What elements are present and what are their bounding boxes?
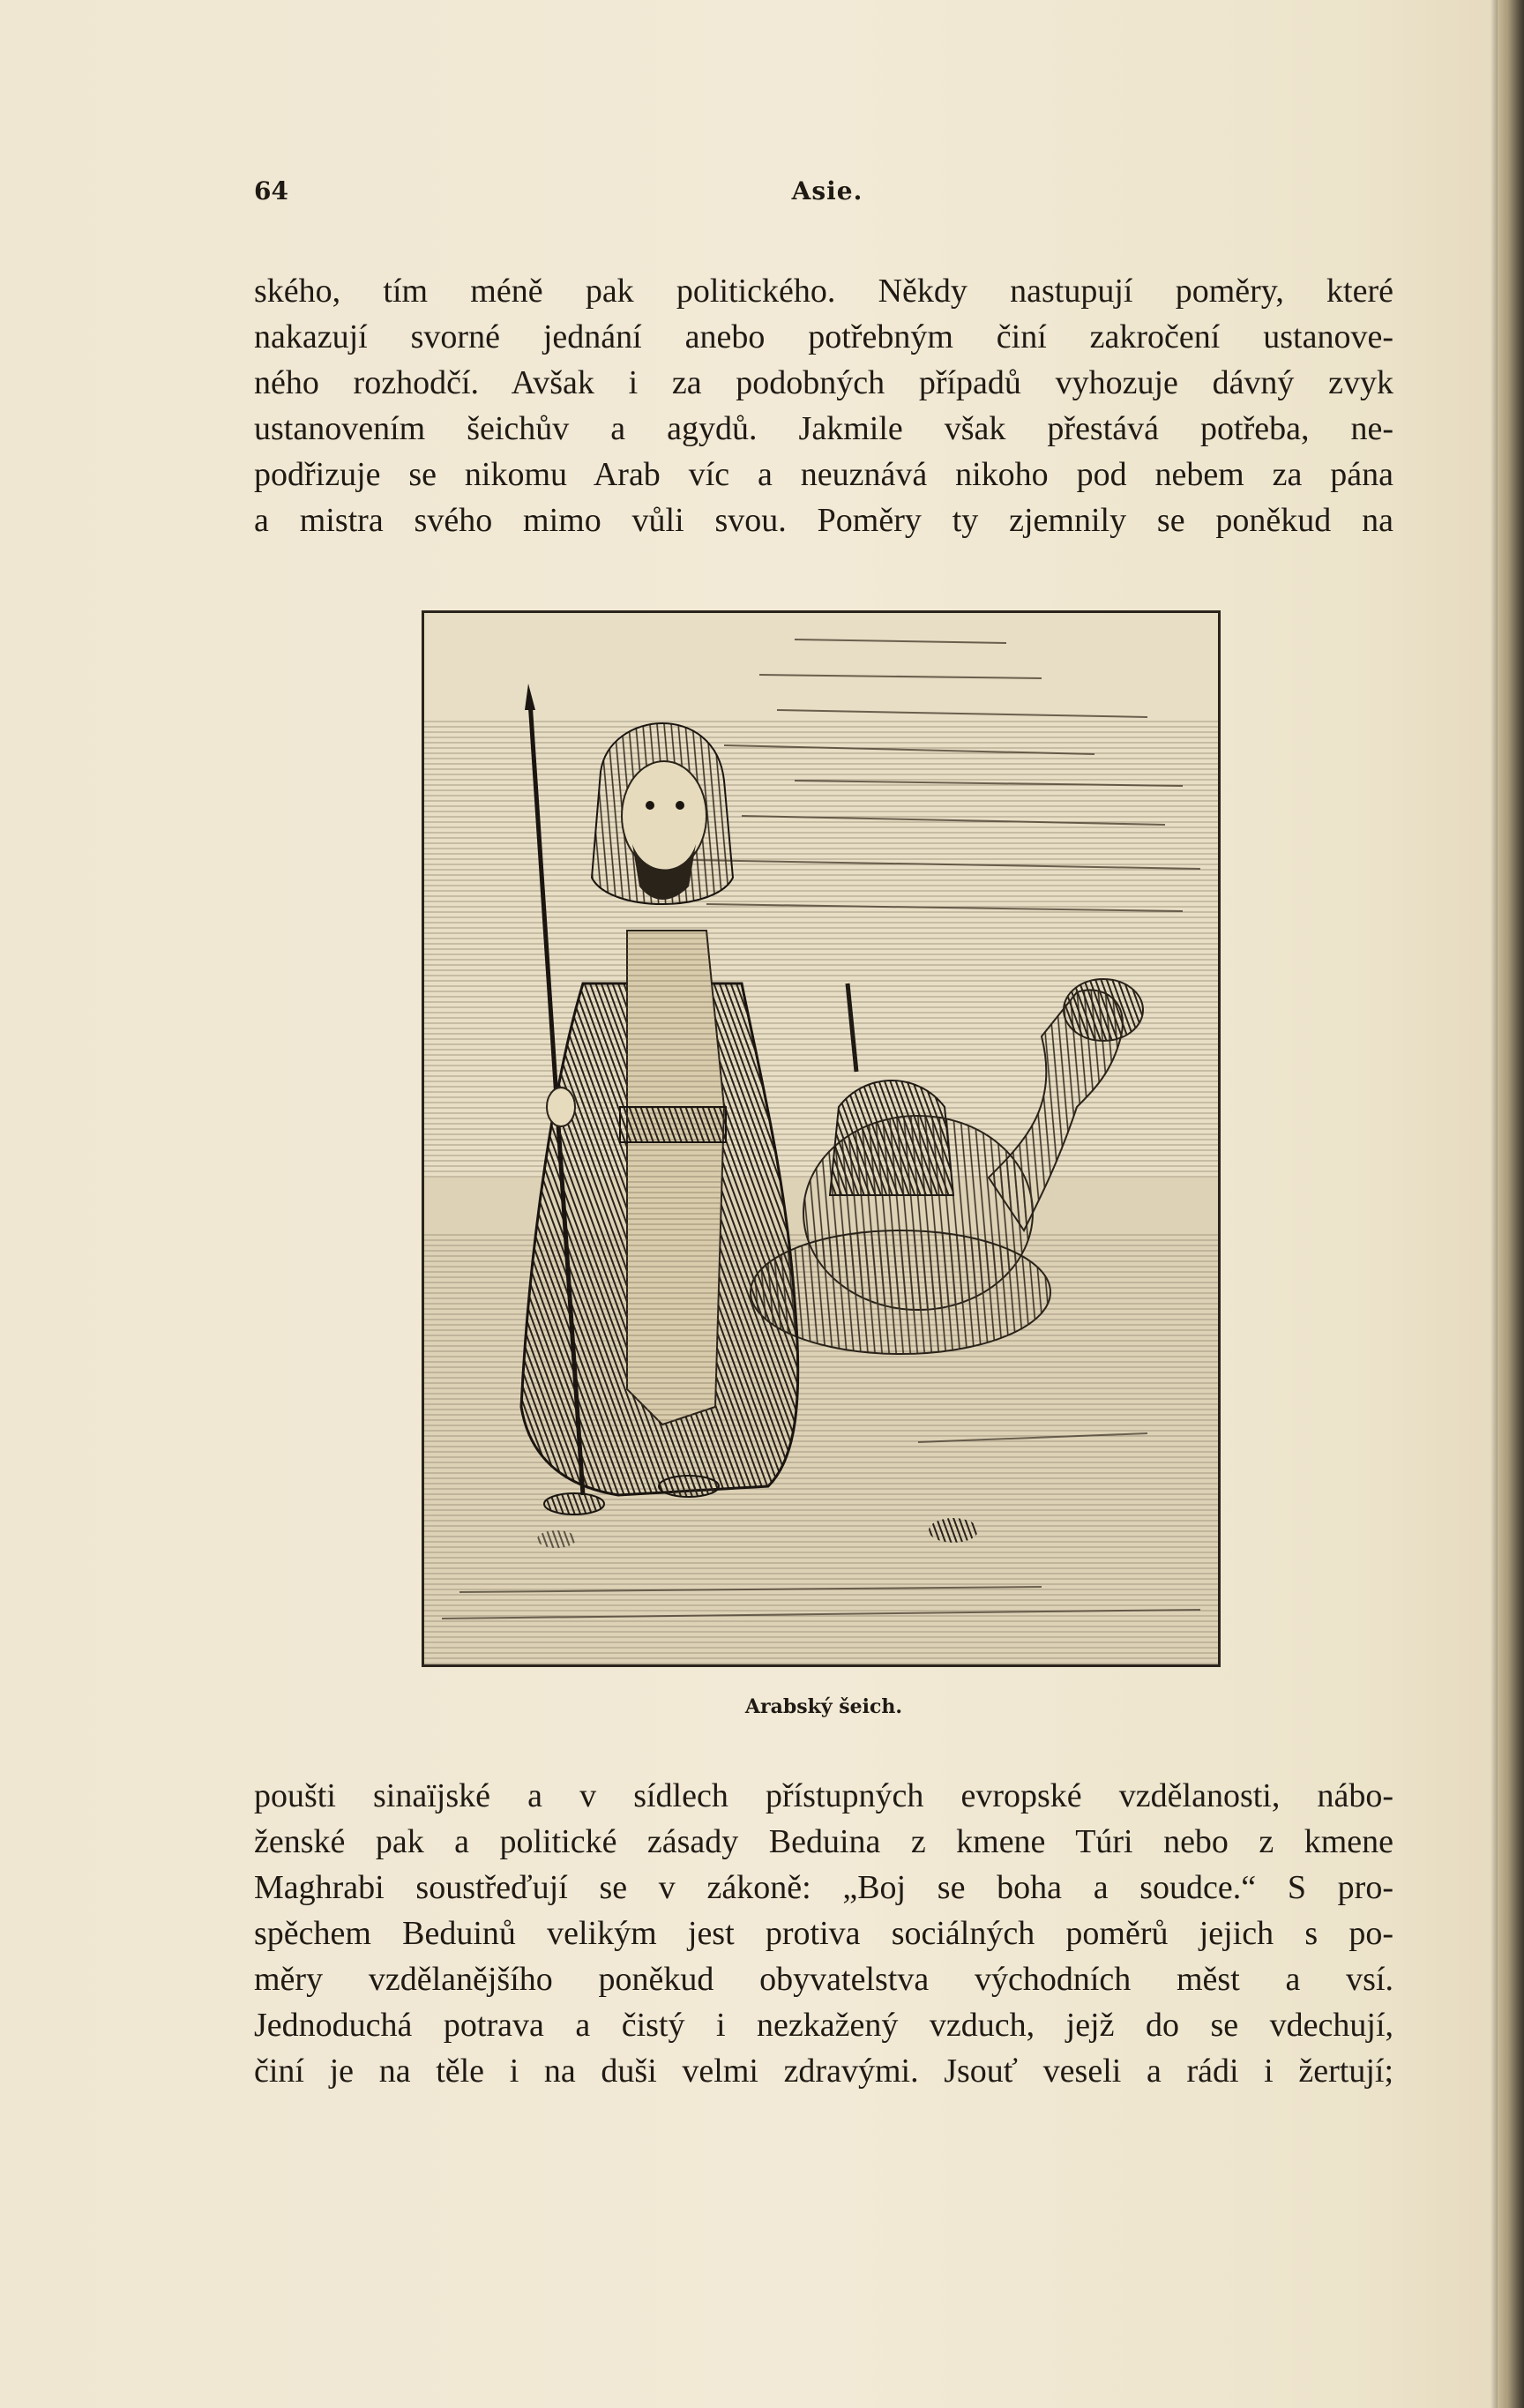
sheikh-camel-illustration — [424, 613, 1218, 1664]
text-line: podřizuje se nikomu Arab víc a neuznává nikoho pod nebem za pána — [254, 456, 1393, 493]
illustration-frame — [422, 610, 1221, 1667]
text-line: Maghrabi soustřeďují se v zákoně: „Boj se boha a soudce.“ S pro- — [254, 1869, 1393, 1906]
text-line: a mistra svého mimo vůli svou. Poměry ty zjemnily se poněkud na — [254, 502, 1393, 539]
text-line: spěchem Beduinů velikým jest protiva sociálných poměrů jejich s po- — [254, 1915, 1393, 1952]
text-line: ustanovením šeichův a agydů. Jakmile však přestává potřeba, ne- — [254, 410, 1393, 447]
paragraph-bottom — [254, 1773, 1393, 2094]
running-title: Asie. — [791, 176, 863, 206]
paragraph-top — [254, 268, 1393, 543]
page-gutter-shadow — [1490, 0, 1498, 2408]
text-line: ženské pak a politické zásady Beduina z kmene Túri nebo z kmene — [254, 1823, 1393, 1860]
page-number: 64 — [254, 176, 288, 206]
text-line: ného rozhodčí. Avšak i za podobných případů vyhozuje dávný zvyk — [254, 364, 1393, 401]
text-line: poušti sinaïjské a v sídlech přístupných evropské vzdělanosti, nábo- — [254, 1777, 1393, 1814]
text-line: ského, tím méně pak politického. Někdy nastupují poměry, které — [254, 273, 1393, 310]
page-header — [254, 176, 1401, 212]
text-line: činí je na těle i na duši velmi zdravými. Jsouť veseli a rádi i žertují; — [254, 2053, 1393, 2090]
book-spine — [1498, 0, 1524, 2408]
figure-caption: Arabský šeich. — [744, 1695, 903, 1718]
text-line: nakazují svorné jednání anebo potřebným činí zakročení ustanove- — [254, 318, 1393, 355]
text-line: měry vzdělanějšího poněkud obyvatelstva východních měst a vsí. — [254, 1961, 1393, 1998]
text-line: Jednoduchá potrava a čistý i nezkažený vzduch, jejž do se vdechují, — [254, 2007, 1393, 2044]
